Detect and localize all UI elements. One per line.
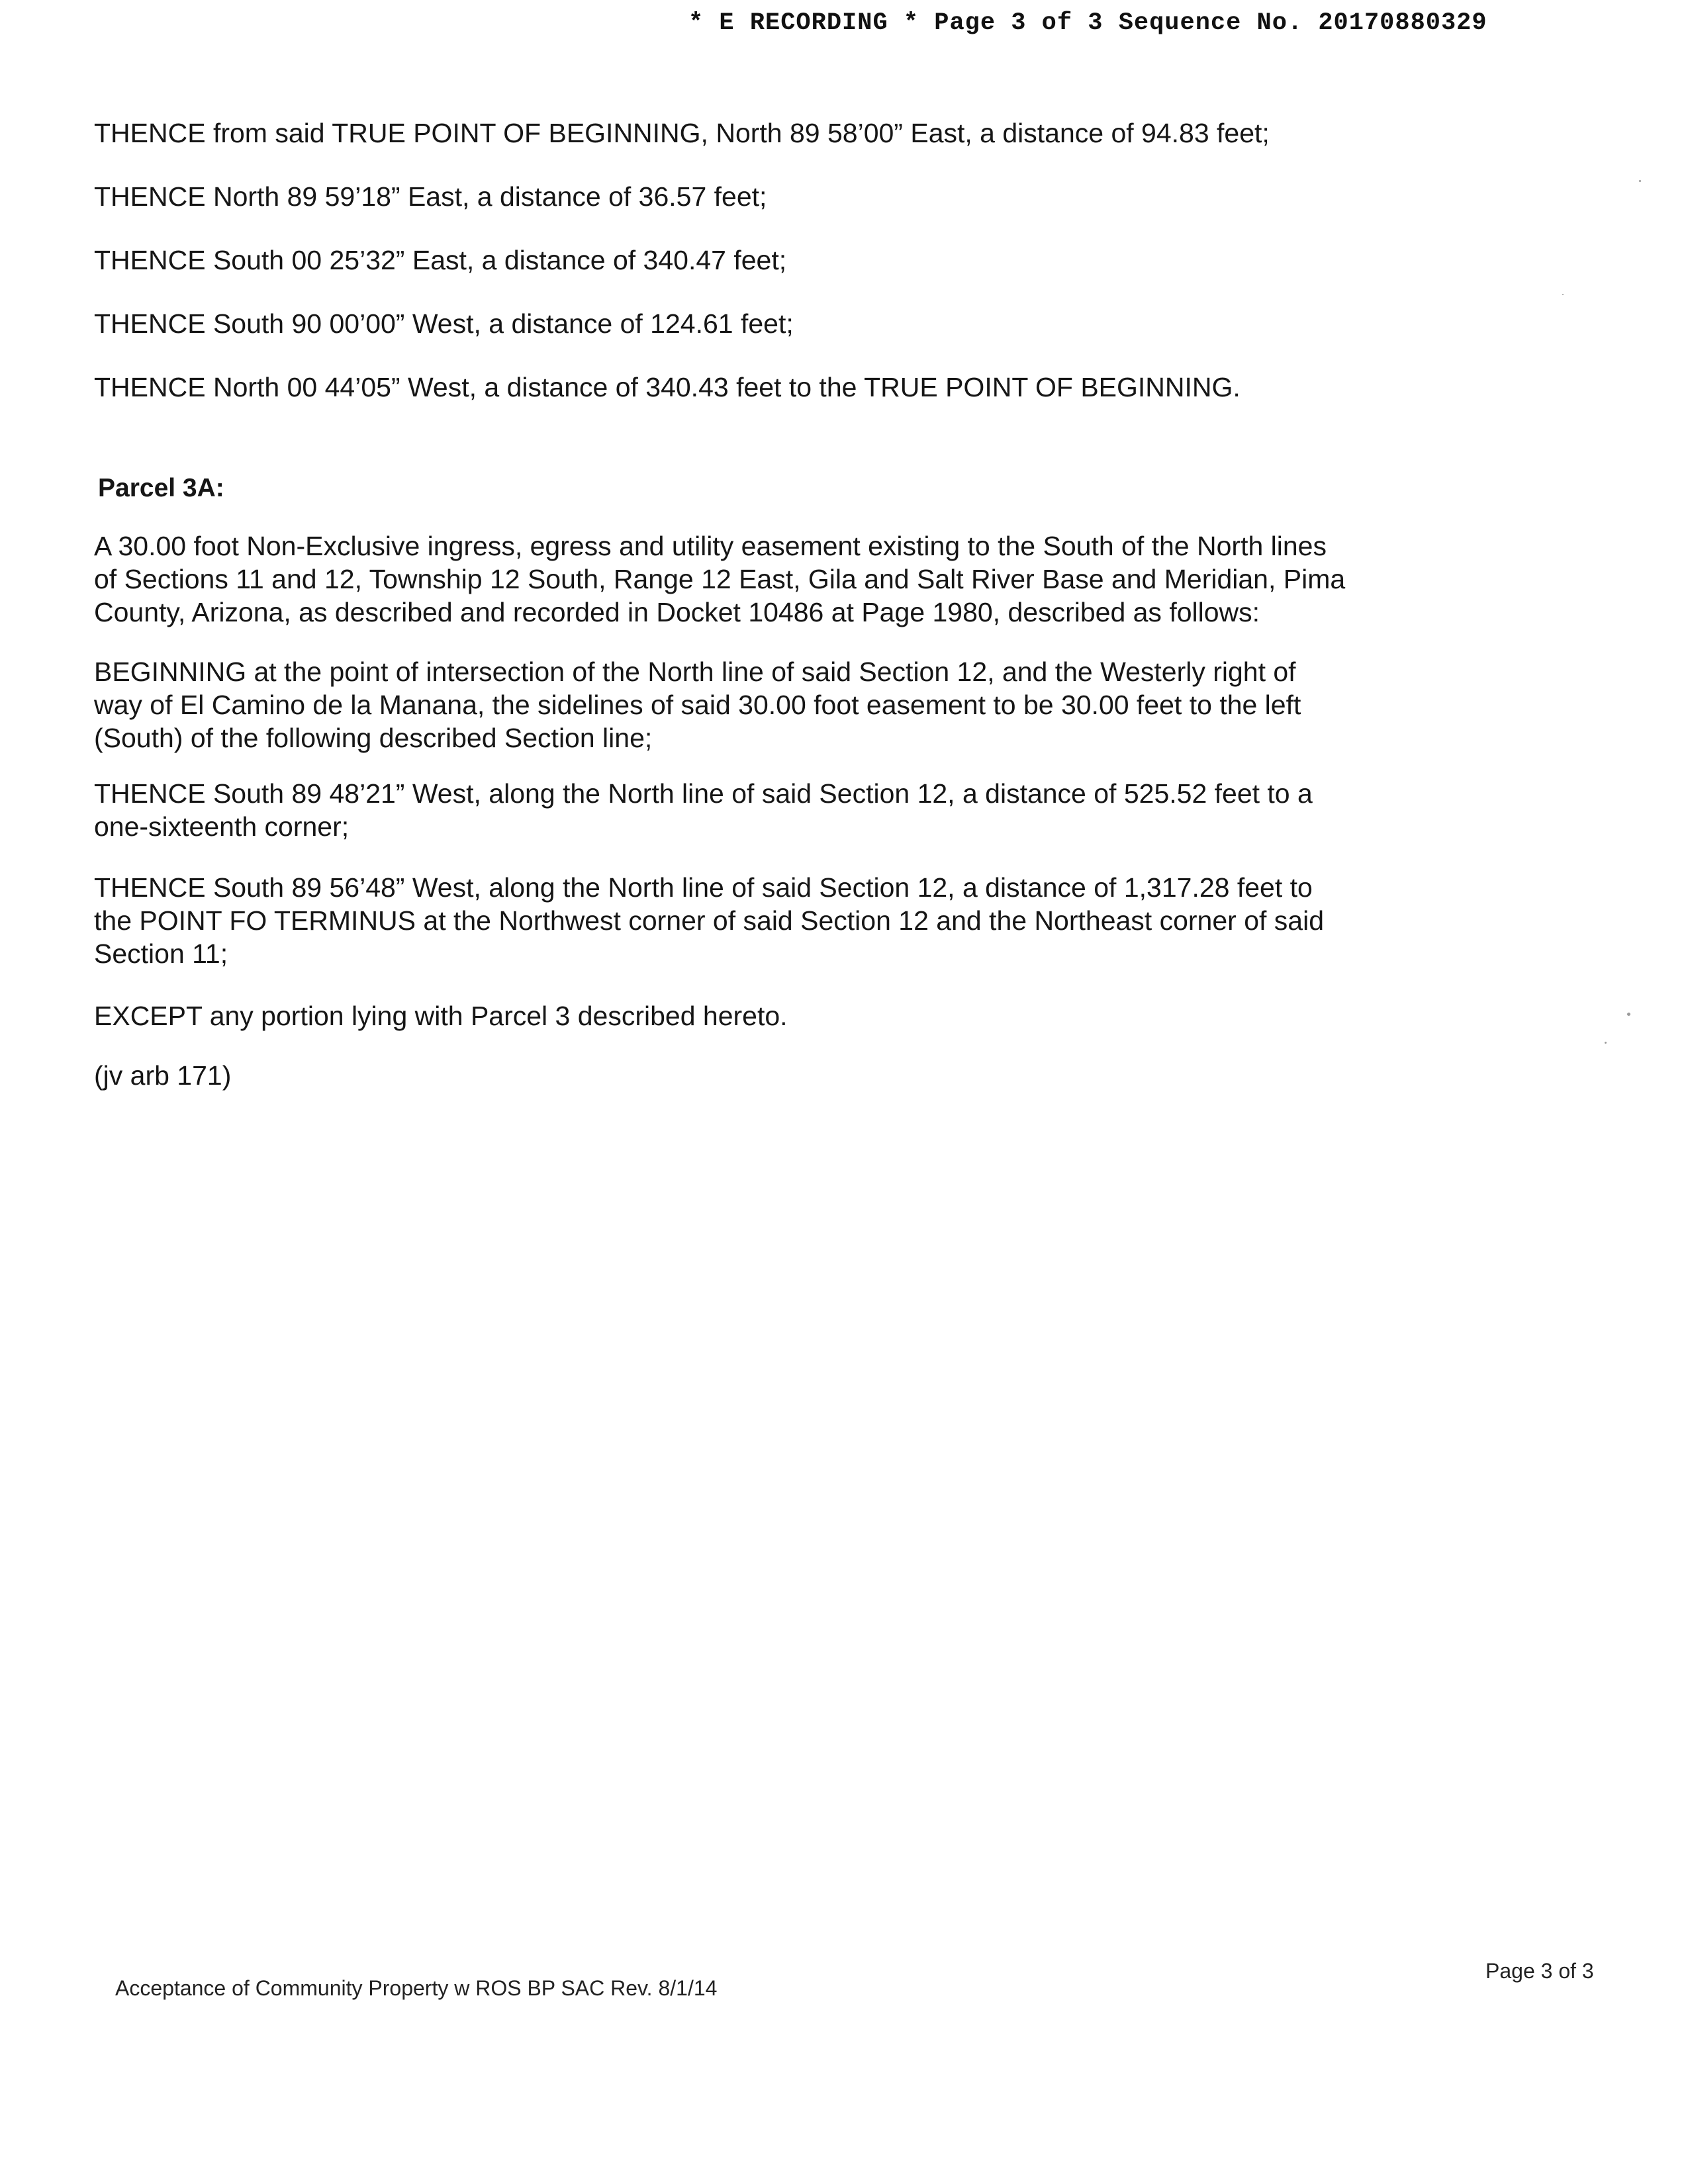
exception-line: EXCEPT any portion lying with Parcel 3 described hereto. (94, 1001, 788, 1031)
easement-intro-paragraph: A 30.00 foot Non-Exclusive ingress, egress and utility easement existing to the South of the North lines of Sections 11 and 12, Township 12 South, Range 12 East, Gila and Salt River Base and Meridian, Pima County, Arizona, as described and recorded in Docket 10486 at Page 1980, described as follows: (94, 531, 1346, 627)
parcel-heading: Parcel 3A: (98, 474, 224, 502)
course-line: THENCE North 00 44’05” West, a distance of 340.43 feet to the TRUE POINT OF BEGINNING. (94, 372, 1241, 402)
scan-speck (1639, 180, 1641, 182)
course-line: THENCE North 89 59’18” East, a distance of 36.57 feet; (94, 181, 767, 212)
scan-speck (1627, 1013, 1630, 1016)
course-paragraph: THENCE South 89 56’48” West, along the North line of said Section 12, a distance of 1,317.28 feet to the POINT FO TERMINUS at the Northwest corner of said Section 12 and the Northeast corner of said Section 11; (94, 872, 1324, 969)
reference-note: (jv arb 171) (94, 1060, 232, 1091)
course-line: THENCE South 90 00’00” West, a distance of 124.61 feet; (94, 308, 794, 339)
page-number-footer: Page 3 of 3 (1485, 1959, 1594, 1983)
form-name-footer: Acceptance of Community Property w ROS BP SAC Rev. 8/1/14 (115, 1976, 718, 2000)
beginning-paragraph: BEGINNING at the point of intersection of the North line of said Section 12, and the Westerly right of way of El Camino de la Manana, the sidelines of said 30.00 foot easement to be 30.00 feet to the left (South) of the following described Section line; (94, 657, 1301, 753)
course-line: THENCE from said TRUE POINT OF BEGINNING, North 89 58’00” East, a distance of 94.83 feet; (94, 118, 1270, 148)
course-line: THENCE South 00 25’32” East, a distance of 340.47 feet; (94, 245, 787, 275)
scan-speck (1605, 1042, 1607, 1044)
scan-speck (1562, 294, 1564, 295)
recording-header: * E RECORDING * Page 3 of 3 Sequence No. 20170880329 (688, 9, 1487, 37)
course-paragraph: THENCE South 89 48’21” West, along the North line of said Section 12, a distance of 525.52 feet to a one-sixteenth corner; (94, 778, 1313, 842)
